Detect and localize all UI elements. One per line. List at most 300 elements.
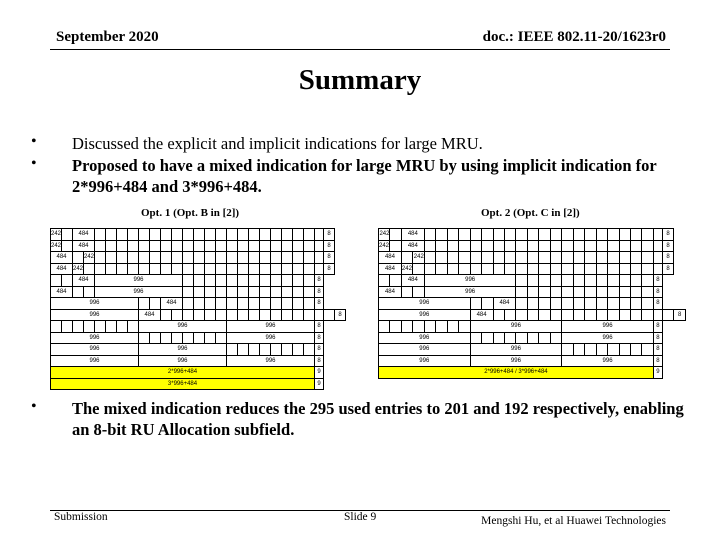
ru-cell xyxy=(573,286,584,298)
ru-cell xyxy=(73,286,84,298)
ru-cell xyxy=(413,321,424,333)
ru-cell xyxy=(608,344,619,356)
ru-cell xyxy=(282,229,293,241)
ru-cell: 996 xyxy=(95,275,183,287)
ru-cell xyxy=(249,286,260,298)
ru-cell xyxy=(539,263,550,275)
ru-cell xyxy=(260,229,271,241)
ru-cell xyxy=(51,321,62,333)
ru-cell xyxy=(293,252,304,264)
ru-cell: 484 xyxy=(379,252,402,264)
ru-cell xyxy=(573,229,584,241)
ru-cell xyxy=(315,229,324,241)
ru-cell xyxy=(585,309,596,321)
ru-cell: 996 xyxy=(379,344,471,356)
ru-cell xyxy=(424,229,435,241)
entry-count-cell: 8 xyxy=(653,298,662,310)
ru-cell xyxy=(596,240,607,252)
ru-cell xyxy=(315,252,324,264)
ru-cell xyxy=(260,298,271,310)
ru-cell xyxy=(619,309,630,321)
ru-cell xyxy=(315,240,324,252)
entry-count-cell: 8 xyxy=(335,309,346,321)
ru-cell xyxy=(128,252,139,264)
ru-cell xyxy=(470,240,481,252)
ru-cell xyxy=(183,229,194,241)
ru-cell xyxy=(436,229,447,241)
bullet-marker-3: • xyxy=(31,398,37,415)
ru-cell: 242 xyxy=(413,252,424,264)
ru-cell xyxy=(527,252,538,264)
ru-cell xyxy=(194,332,205,344)
ru-cell: 484 xyxy=(139,309,161,321)
ru-cell xyxy=(653,309,662,321)
ru-cell xyxy=(573,275,584,287)
ru-cell xyxy=(493,309,504,321)
ru-cell xyxy=(539,332,550,344)
ru-cell: 996 xyxy=(139,344,227,356)
ru-cell xyxy=(194,229,205,241)
ru-cell xyxy=(630,229,641,241)
footer-author: Mengshi Hu, et al Huawei Technologies xyxy=(481,515,666,527)
ru-cell xyxy=(630,309,641,321)
ru-cell xyxy=(315,263,324,275)
ru-cell xyxy=(293,275,304,287)
ru-cell xyxy=(447,252,458,264)
ru-cell: 996 xyxy=(51,344,139,356)
ru-cell xyxy=(516,240,527,252)
bullet-marker-1: • xyxy=(31,133,37,150)
ru-cell xyxy=(139,229,150,241)
ru-cell xyxy=(516,252,527,264)
ru-cell: 996 xyxy=(562,321,654,333)
ru-cell xyxy=(260,344,271,356)
ru-cell xyxy=(249,263,260,275)
ru-cell xyxy=(516,286,527,298)
ru-cell: 242 xyxy=(84,252,95,264)
entry-count-cell: 8 xyxy=(662,229,673,241)
ru-cell: 484 xyxy=(470,309,493,321)
ru-cell xyxy=(282,344,293,356)
ru-cell xyxy=(205,263,216,275)
ru-cell xyxy=(630,240,641,252)
ru-cell xyxy=(436,240,447,252)
ru-cell xyxy=(379,275,390,287)
ru-cell xyxy=(106,240,117,252)
entry-count-cell: 8 xyxy=(324,263,335,275)
ru-cell: 996 xyxy=(562,355,654,367)
ru-cell xyxy=(117,229,128,241)
ru-cell xyxy=(216,286,227,298)
ru-cell xyxy=(73,321,84,333)
ru-cell xyxy=(562,263,573,275)
ru-cell xyxy=(161,229,172,241)
bullet-text-3: The mixed indication reduces the 295 used entries to 201 and 192 respectively, enabling an 8-bit RU Allocation subfield. xyxy=(72,399,684,439)
ru-cell xyxy=(293,309,304,321)
entry-count-cell: 8 xyxy=(315,275,324,287)
ru-cell xyxy=(304,240,315,252)
ru-cell xyxy=(493,332,504,344)
ru-cell xyxy=(516,298,527,310)
ru-cell xyxy=(527,286,538,298)
ru-table-row xyxy=(51,240,346,252)
ru-cell xyxy=(619,252,630,264)
ru-cell xyxy=(117,263,128,275)
ru-cell xyxy=(128,240,139,252)
header-rule xyxy=(50,49,670,50)
ru-cell xyxy=(573,263,584,275)
ru-cell xyxy=(227,240,238,252)
ru-cell xyxy=(194,275,205,287)
ru-cell xyxy=(95,240,106,252)
ru-cell xyxy=(260,275,271,287)
opt2-label: Opt. 2 (Opt. C in [2]) xyxy=(481,207,580,219)
ru-cell xyxy=(271,240,282,252)
ru-cell: 242 xyxy=(379,229,390,241)
ru-cell: 996 xyxy=(470,355,562,367)
ru-cell xyxy=(106,321,117,333)
ru-cell xyxy=(482,263,493,275)
ru-cell xyxy=(573,298,584,310)
ru-table-row xyxy=(379,240,686,252)
ru-cell: 484 xyxy=(161,298,183,310)
ru-table-row xyxy=(379,355,686,367)
ru-cell xyxy=(205,309,216,321)
ru-cell xyxy=(139,252,150,264)
entry-count-cell: 8 xyxy=(653,344,662,356)
ru-cell xyxy=(282,275,293,287)
ru-cell xyxy=(172,229,183,241)
ru-cell xyxy=(527,275,538,287)
ru-cell xyxy=(304,263,315,275)
ru-cell xyxy=(205,252,216,264)
ru-cell xyxy=(227,309,238,321)
ru-cell xyxy=(550,252,561,264)
ru-cell: 484 xyxy=(401,229,424,241)
ru-cell: 242 xyxy=(401,263,412,275)
ru-cell xyxy=(161,240,172,252)
ru-cell xyxy=(436,321,447,333)
ru-cell xyxy=(619,344,630,356)
ru-cell: 996 xyxy=(470,321,562,333)
ru-cell xyxy=(619,240,630,252)
ru-cell xyxy=(550,240,561,252)
ru-cell xyxy=(539,298,550,310)
ru-cell xyxy=(630,344,641,356)
ru-cell: 484 xyxy=(51,286,73,298)
ru-cell xyxy=(238,344,249,356)
ru-cell xyxy=(139,240,150,252)
ru-cell xyxy=(470,263,481,275)
ru-table-row xyxy=(51,298,346,310)
ru-cell: 484 xyxy=(401,275,424,287)
ru-table-row xyxy=(379,309,686,321)
ru-cell xyxy=(106,263,117,275)
ru-cell xyxy=(238,229,249,241)
ru-cell xyxy=(562,298,573,310)
ru-cell xyxy=(642,240,653,252)
ru-cell xyxy=(562,309,573,321)
header-date: September 2020 xyxy=(56,29,159,45)
ru-cell xyxy=(249,298,260,310)
entry-count-cell: 8 xyxy=(653,286,662,298)
ru-cell xyxy=(516,275,527,287)
ru-cell xyxy=(304,229,315,241)
ru-cell xyxy=(271,263,282,275)
ru-cell xyxy=(161,332,172,344)
ru-cell xyxy=(260,309,271,321)
ru-cell xyxy=(293,298,304,310)
ru-cell xyxy=(527,332,538,344)
ru-cell xyxy=(379,321,390,333)
ru-cell xyxy=(550,275,561,287)
ru-cell xyxy=(550,286,561,298)
ru-cell xyxy=(585,229,596,241)
ru-cell xyxy=(573,252,584,264)
ru-cell: 996 xyxy=(562,332,654,344)
ru-cell: 484 xyxy=(51,252,73,264)
entry-count-cell: 8 xyxy=(324,229,335,241)
ru-cell xyxy=(271,309,282,321)
ru-cell xyxy=(271,252,282,264)
ru-cell xyxy=(562,286,573,298)
ru-cell xyxy=(324,309,335,321)
ru-cell xyxy=(227,252,238,264)
entry-count-cell: 8 xyxy=(315,344,324,356)
footer-submission: Submission xyxy=(54,511,108,523)
ru-cell xyxy=(539,229,550,241)
ru-cell xyxy=(642,286,653,298)
ru-cell xyxy=(315,309,324,321)
ru-cell xyxy=(293,240,304,252)
ru-cell xyxy=(436,263,447,275)
ru-cell xyxy=(216,309,227,321)
ru-cell: 484 xyxy=(73,275,95,287)
ru-cell xyxy=(150,252,161,264)
ru-cell xyxy=(619,286,630,298)
ru-cell xyxy=(216,229,227,241)
ru-cell xyxy=(62,275,73,287)
ru-cell xyxy=(436,252,447,264)
ru-cell xyxy=(390,229,401,241)
ru-cell xyxy=(238,298,249,310)
ru-cell xyxy=(150,332,161,344)
ru-cell xyxy=(260,240,271,252)
ru-cell xyxy=(596,229,607,241)
ru-table-row xyxy=(51,355,346,367)
ru-cell xyxy=(662,309,673,321)
entry-count-cell: 8 xyxy=(315,286,324,298)
ru-cell xyxy=(238,286,249,298)
ru-cell xyxy=(413,286,424,298)
ru-cell: 2*996+484 / 3*996+484 xyxy=(379,367,654,379)
ru-cell xyxy=(493,229,504,241)
ru-table-row xyxy=(379,286,686,298)
ru-cell xyxy=(172,240,183,252)
ru-cell: 484 xyxy=(73,229,95,241)
ru-cell xyxy=(227,286,238,298)
ru-cell xyxy=(183,332,194,344)
ru-cell: 484 xyxy=(73,240,95,252)
ru-cell xyxy=(482,229,493,241)
ru-cell xyxy=(482,332,493,344)
ru-cell xyxy=(642,263,653,275)
ru-table-row xyxy=(379,332,686,344)
ru-cell: 996 xyxy=(470,344,562,356)
ru-cell xyxy=(504,332,515,344)
ru-table-row xyxy=(51,286,346,298)
bullet-text-1: Discussed the explicit and implicit indications for large MRU. xyxy=(72,134,483,153)
ru-table-opt1 xyxy=(50,228,346,390)
ru-cell xyxy=(459,229,470,241)
ru-cell xyxy=(183,275,194,287)
ru-cell xyxy=(424,252,435,264)
ru-cell: 242 xyxy=(379,240,390,252)
ru-table-row xyxy=(51,309,346,321)
ru-cell xyxy=(304,286,315,298)
ru-cell xyxy=(84,263,95,275)
entry-count-cell: 8 xyxy=(662,252,673,264)
ru-cell xyxy=(539,252,550,264)
ru-cell xyxy=(216,252,227,264)
ru-table-row xyxy=(379,275,686,287)
ru-table-row xyxy=(51,263,346,275)
ru-cell xyxy=(562,252,573,264)
ru-cell xyxy=(447,263,458,275)
opt1-label: Opt. 1 (Opt. B in [2]) xyxy=(141,207,240,219)
ru-cell xyxy=(194,298,205,310)
ru-cell xyxy=(401,321,412,333)
ru-cell xyxy=(271,344,282,356)
ru-cell xyxy=(293,263,304,275)
ru-table-row xyxy=(51,378,346,390)
ru-cell xyxy=(424,321,435,333)
ru-cell xyxy=(172,332,183,344)
ru-cell xyxy=(413,263,424,275)
entry-count-cell: 8 xyxy=(324,252,335,264)
ru-cell xyxy=(139,298,150,310)
ru-cell xyxy=(630,286,641,298)
ru-cell xyxy=(293,286,304,298)
ru-cell xyxy=(390,321,401,333)
ru-cell xyxy=(608,252,619,264)
ru-cell xyxy=(550,332,561,344)
ru-table-row xyxy=(51,367,346,379)
ru-cell xyxy=(539,275,550,287)
ru-table-row xyxy=(379,263,686,275)
ru-cell xyxy=(249,309,260,321)
ru-cell xyxy=(585,286,596,298)
ru-cell xyxy=(516,263,527,275)
ru-table-row xyxy=(51,332,346,344)
ru-cell xyxy=(282,252,293,264)
ru-cell xyxy=(562,275,573,287)
ru-cell xyxy=(238,263,249,275)
ru-cell xyxy=(585,298,596,310)
entry-count-cell: 8 xyxy=(662,263,673,275)
ru-cell xyxy=(172,252,183,264)
ru-cell xyxy=(238,275,249,287)
ru-cell xyxy=(608,263,619,275)
ru-cell xyxy=(216,275,227,287)
ru-cell xyxy=(585,252,596,264)
ru-cell xyxy=(585,240,596,252)
ru-cell xyxy=(194,286,205,298)
ru-cell xyxy=(205,229,216,241)
ru-cell xyxy=(619,263,630,275)
ru-cell xyxy=(619,298,630,310)
ru-cell xyxy=(608,298,619,310)
ru-cell xyxy=(527,298,538,310)
ru-table-row xyxy=(379,252,686,264)
ru-cell xyxy=(238,252,249,264)
ru-cell xyxy=(459,263,470,275)
ru-cell xyxy=(608,286,619,298)
ru-cell xyxy=(562,344,573,356)
ru-cell xyxy=(172,263,183,275)
ru-cell xyxy=(117,321,128,333)
ru-cell xyxy=(596,252,607,264)
ru-cell xyxy=(459,240,470,252)
ru-cell: 996 xyxy=(51,298,139,310)
ru-cell xyxy=(249,252,260,264)
ru-cell xyxy=(271,286,282,298)
ru-cell xyxy=(194,240,205,252)
ru-table-row xyxy=(51,275,346,287)
ru-cell: 996 xyxy=(424,275,516,287)
ru-cell xyxy=(550,309,561,321)
ru-cell xyxy=(205,275,216,287)
ru-cell: 996 xyxy=(51,332,139,344)
ru-cell xyxy=(424,240,435,252)
ru-cell xyxy=(642,298,653,310)
bullet-text-2: Proposed to have a mixed indication for large MRU by using implicit indication for 2*996+484 and 3*996+484. xyxy=(72,156,657,196)
ru-cell xyxy=(183,240,194,252)
ru-cell xyxy=(459,252,470,264)
ru-cell xyxy=(653,252,662,264)
ru-cell xyxy=(293,229,304,241)
ru-cell xyxy=(205,298,216,310)
ru-cell xyxy=(447,229,458,241)
ru-cell xyxy=(653,240,662,252)
ru-cell xyxy=(227,344,238,356)
ru-cell xyxy=(482,298,493,310)
entry-count-cell: 8 xyxy=(315,355,324,367)
ru-cell xyxy=(493,263,504,275)
ru-cell: 996 xyxy=(379,332,471,344)
ru-cell xyxy=(470,332,481,344)
ru-cell xyxy=(504,309,515,321)
bullet-marker-2: • xyxy=(31,155,37,172)
ru-cell xyxy=(183,298,194,310)
ru-cell xyxy=(227,298,238,310)
ru-cell xyxy=(504,229,515,241)
ru-cell xyxy=(573,240,584,252)
ru-table-row xyxy=(379,229,686,241)
ru-cell xyxy=(619,275,630,287)
ru-table-row xyxy=(379,298,686,310)
ru-cell: 242 xyxy=(51,240,62,252)
entry-count-cell: 9 xyxy=(315,367,324,379)
ru-cell xyxy=(596,263,607,275)
ru-cell xyxy=(573,344,584,356)
ru-table-row xyxy=(51,229,346,241)
ru-cell xyxy=(562,240,573,252)
ru-cell xyxy=(249,344,260,356)
ru-cell xyxy=(619,229,630,241)
ru-cell xyxy=(608,275,619,287)
ru-cell xyxy=(84,321,95,333)
